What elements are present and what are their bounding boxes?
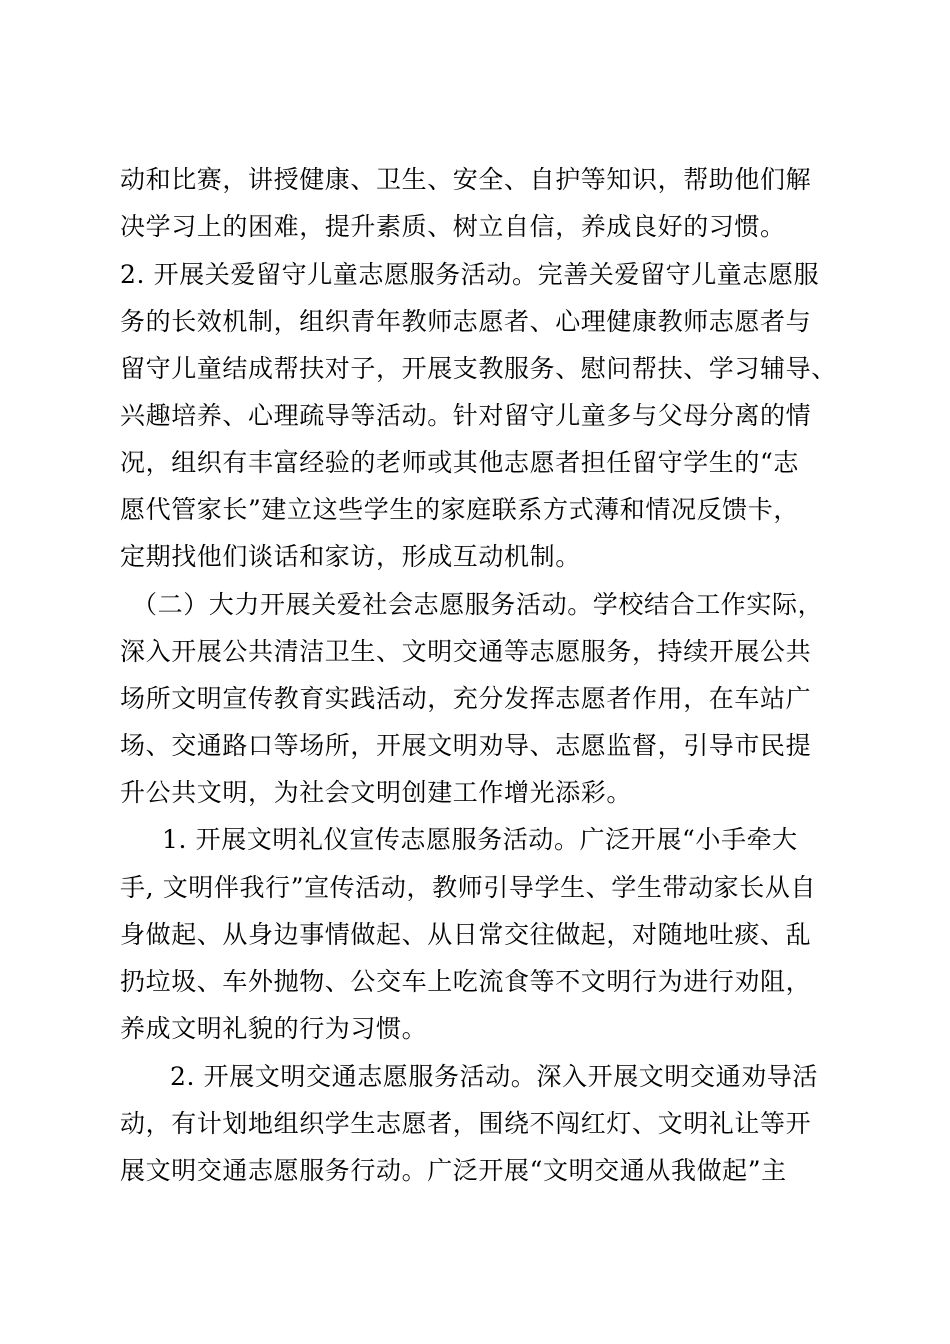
text-line: 场、交通路口等场所，开展文明劝导、志愿监督，引导市民提: [120, 731, 812, 760]
text-line: 1. 开展文明礼仪宣传志愿服务活动。广泛开展“小手牵大: [162, 825, 798, 854]
text-line: 2. 开展关爱留守儿童志愿服务活动。完善关爱留守儿童志愿服: [120, 260, 820, 289]
text-line: 兴趣培养、心理疏导等活动。针对留守儿童多与父母分离的情: [120, 401, 812, 430]
text-line: 养成文明礼貌的行为习惯。: [120, 1014, 428, 1043]
text-line: 留守儿童结成帮扶对子，开展支教服务、慰问帮扶、学习辅导、: [120, 354, 837, 383]
text-line: 展文明交通志愿服务行动。广泛开展“文明交通从我做起”主: [120, 1156, 787, 1185]
text-line: 深入开展公共清洁卫生、文明交通等志愿服务，持续开展公共: [120, 637, 812, 666]
text-line: 务的长效机制，组织青年教师志愿者、心理健康教师志愿者与: [120, 307, 812, 336]
text-line: 身做起、从身边事情做起、从日常交往做起，对随地吐痰、乱: [120, 920, 812, 949]
text-line: 决学习上的困难，提升素质、树立自信，养成良好的习惯。: [120, 212, 786, 241]
text-line: 2. 开展文明交通志愿服务活动。深入开展文明交通劝导活: [170, 1062, 819, 1091]
section-heading-line: （二）大力开展关爱社会志愿服务活动。学校结合工作实际，: [132, 590, 824, 619]
text-line: 手, 文明伴我行”宣传活动，教师引导学生、学生带动家长从自: [120, 873, 817, 902]
text-line: 况，组织有丰富经验的老师或其他志愿者担任留守学生的“志: [120, 448, 799, 477]
text-line: 愿代管家长”建立这些学生的家庭联系方式薄和情况反馈卡，: [120, 495, 799, 524]
text-line: 场所文明宣传教育实践活动，充分发挥志愿者作用，在车站广: [120, 684, 812, 713]
text-line: 动和比赛，讲授健康、卫生、安全、自护等知识，帮助他们解: [120, 165, 812, 194]
text-line: 动，有计划地组织学生志愿者，围绕不闯红灯、文明礼让等开: [120, 1109, 812, 1138]
text-line: 升公共文明，为社会文明创建工作增光添彩。: [120, 778, 633, 807]
text-line: 扔垃圾、车外抛物、公交车上吃流食等不文明行为进行劝阻，: [120, 967, 812, 996]
text-line: 定期找他们谈话和家访，形成互动机制。: [120, 542, 581, 571]
